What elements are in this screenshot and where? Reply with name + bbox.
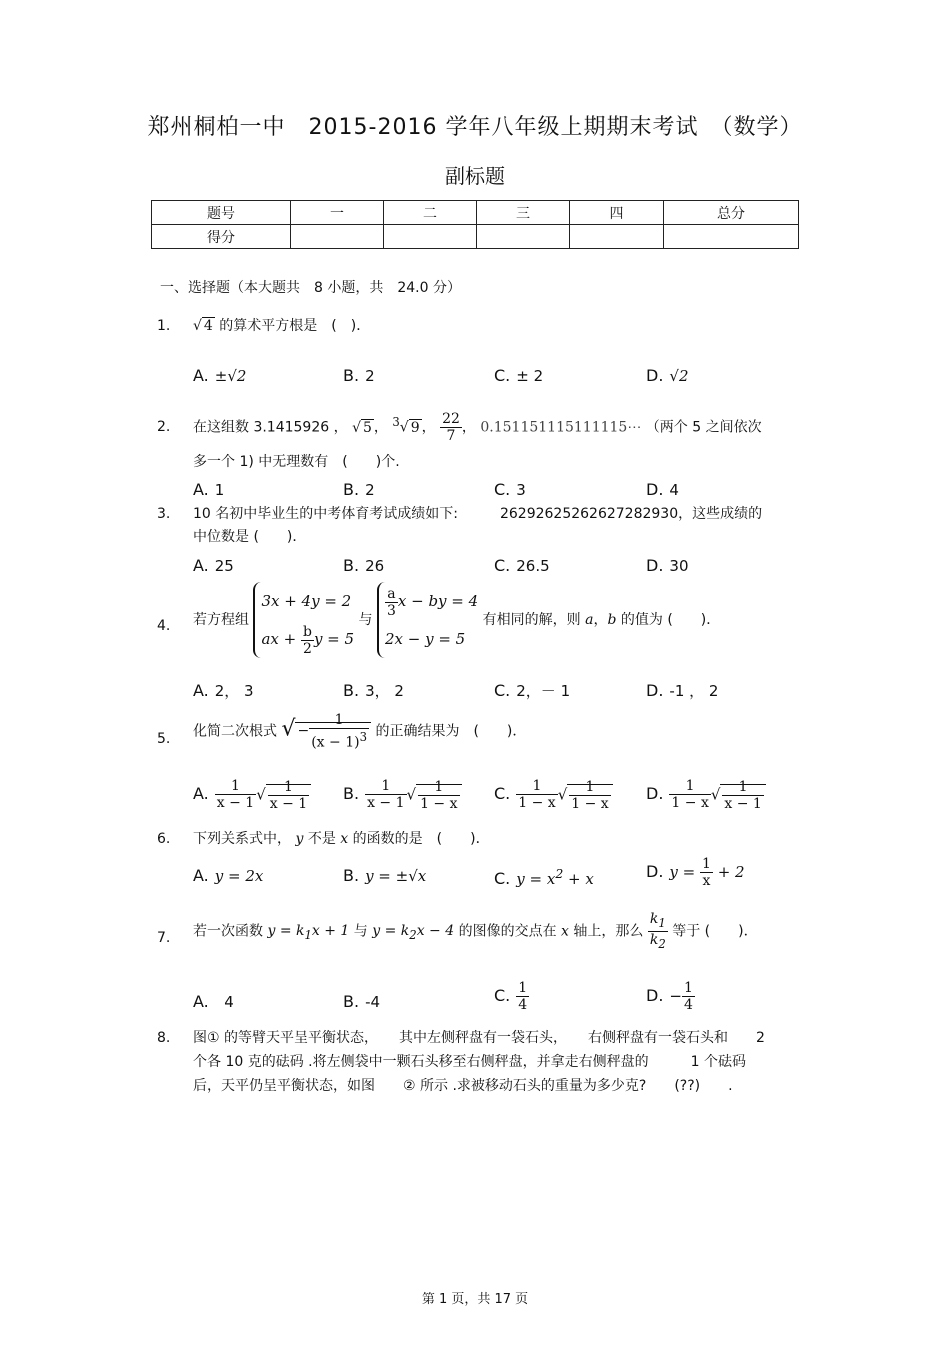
score-table: [151, 200, 799, 249]
function-2: $y = k_2x - 4$: [372, 923, 455, 943]
question-text: [193, 314, 370, 338]
option-a: [193, 480, 224, 499]
option-label: A.: [193, 866, 209, 885]
question-stem: 的函数的是 ( )．: [352, 831, 490, 847]
option-label: A.: [193, 366, 209, 385]
function-1: $y = k_1x + 1$: [267, 923, 350, 943]
option-a: [193, 992, 234, 1011]
option-label: A.: [193, 480, 209, 499]
sqrt-formula: √ − $\frac{1}{(x - 1)^3}$: [281, 712, 371, 751]
option-value: 26: [365, 557, 385, 575]
question-stem: 有相同的解，则: [482, 612, 581, 628]
option-d: D. − $\frac{1}{4}$: [646, 980, 693, 1013]
option-label: B.: [343, 681, 360, 700]
question-stem: 的图像的交点在: [458, 923, 557, 940]
table-row: [152, 201, 799, 225]
option-value: 26.5: [516, 557, 550, 575]
option-b: B. y = ±√x: [343, 866, 427, 885]
ratio-k1-k2: $\frac{k_1}{k_2}$: [649, 911, 666, 951]
option-c: C. $\frac{1}{1 - x}$ √ $\frac{1}{1 - x}$: [494, 778, 613, 812]
option-d: D. $\frac{1}{1 - x}$ √ $\frac{1}{x - 1}$: [646, 778, 766, 812]
score-input-cell: [477, 225, 570, 249]
option-label: C.: [494, 556, 511, 575]
option-value: 2: [365, 481, 375, 499]
question-text-continued: 多一个 1) 中无理数有 ( )个.: [193, 454, 400, 470]
question-number: 4.: [157, 618, 171, 634]
option-d: D. y = $\frac{1}{x}$ + 2: [646, 856, 745, 889]
cbrt-9-formula: $^3$√ 9: [392, 415, 420, 436]
question-stem: 下列关系式中，: [193, 831, 291, 847]
option-label: C.: [494, 681, 511, 700]
question-text-line: 后，天平仍呈平衡状态，如图 ② 所示 .求被移动石头的重量为多少克? (??) .: [193, 1078, 733, 1094]
option-value: ±√2: [214, 367, 247, 385]
question-number: 6.: [157, 831, 171, 847]
question-number: 1.: [157, 318, 171, 334]
decimal-number: 0.151151115111115⋯: [480, 419, 642, 436]
option-value: ± 2: [516, 367, 544, 385]
option-label: D.: [646, 986, 664, 1005]
table-cell: 四: [570, 201, 664, 225]
table-cell: 一: [291, 201, 384, 225]
option-label: C.: [494, 784, 511, 803]
score-input-cell: [291, 225, 384, 249]
variable-y: y: [295, 831, 304, 847]
option-c: [494, 556, 550, 575]
option-c: [494, 366, 543, 385]
option-label: A.: [193, 681, 209, 700]
question-stem: 与: [358, 612, 373, 628]
option-b: [343, 480, 375, 499]
option-c: C. $y = x^2 + x$: [494, 866, 594, 888]
question-number: 8.: [157, 1030, 171, 1046]
question-stem: 轴上，那么: [573, 923, 644, 940]
option-label: B.: [343, 784, 360, 803]
question-stem: 化简二次根式: [193, 723, 277, 740]
option-value: 3， 2: [365, 682, 404, 700]
page-title: 郑州桐柏一中 2015-2016 学年八年级上期期末考试 （数学）: [147, 115, 803, 140]
option-d: [646, 680, 718, 701]
page-footer: 第 1 页，共 17 页: [421, 1292, 529, 1307]
page-subtitle: 副标题: [445, 164, 505, 188]
option-value: √2: [669, 367, 689, 385]
question-text: 在这组数 3.1415926 ， √ 5 ， $^3$√ 9 ， $\frac{22}{7}$ ， 0.151151115111115⋯ （两个 5 之间依次: [193, 411, 762, 445]
question-stem: 的算术平方根是 ( )．: [219, 318, 371, 334]
question-stem: 在这组数 3.1415926 ，: [193, 419, 348, 436]
option-d: [646, 556, 689, 575]
question-text: [193, 712, 526, 751]
option-c: C. $\frac{1}{4}$: [494, 980, 528, 1013]
option-label: A.: [193, 784, 209, 803]
question-text-line: 个各 10 克的砝码 .将左侧袋中一颗石头移至右侧秤盘，并拿走右侧秤盘的 1 个砝码: [193, 1054, 746, 1070]
option-value: 4: [669, 481, 679, 499]
question-stem: 与: [353, 923, 368, 940]
table-cell: 二: [384, 201, 477, 225]
option-label: D.: [646, 366, 664, 385]
option-a: [193, 366, 246, 385]
option-b: [343, 992, 380, 1011]
question-text: 若方程组 3x + 4y = 2 ax + $\frac{b}{2}$ y = 5 与 $\frac{a}{3}$ x − by = 4 2x − y = 5 有相同的解，则 a，b 的值为 ( )．: [193, 582, 720, 658]
table-row: [152, 225, 799, 249]
option-b: B. $\frac{1}{x - 1}$ √ $\frac{1}{1 - x}$: [343, 778, 462, 812]
section-heading: 一、选择题（本大题共 8 小题，共 24.0 分）: [160, 280, 461, 296]
option-c: [494, 680, 570, 701]
equation-system-2: $\frac{a}{3}$ x − by = 4 2x − y = 5: [377, 582, 478, 658]
option-value: -1 ， 2: [669, 682, 719, 700]
option-d: [646, 480, 679, 499]
option-b: [343, 680, 404, 701]
option-label: B.: [343, 992, 360, 1011]
table-cell: 总分: [664, 201, 799, 225]
question-stem: 不是: [307, 831, 336, 847]
option-label: C.: [494, 986, 511, 1005]
option-value: 2，－ 1: [516, 682, 571, 700]
question-stem: 若方程组: [193, 612, 249, 628]
option-label: B.: [343, 480, 360, 499]
question-number: 3.: [157, 506, 171, 522]
option-d: [646, 366, 689, 385]
option-a: A. y = 2x: [193, 866, 264, 885]
question-text-line: 图① 的等臂天平呈平衡状态， 其中左侧秤盘有一袋石头， 右侧秤盘有一袋石头和 2: [193, 1030, 765, 1046]
question-number: 7.: [157, 930, 171, 946]
option-label: B.: [343, 866, 360, 885]
option-c: [494, 480, 526, 499]
question-text: 10 名初中毕业生的中考体育考试成绩如下: 26292625262627282930，这些成绩的: [193, 506, 763, 522]
question-text: [193, 827, 490, 851]
option-b: [343, 556, 384, 575]
option-value: 1: [214, 481, 225, 499]
variable-x: x: [561, 923, 569, 940]
option-value: -4: [365, 993, 381, 1011]
table-cell: 得分: [152, 225, 291, 249]
equation-system-1: 3x + 4y = 2 ax + $\frac{b}{2}$ y = 5: [253, 582, 354, 658]
fraction-22-7: $\frac{22}{7}$: [442, 411, 460, 445]
question-stem: 等于 ( )．: [672, 923, 758, 940]
sqrt-5-formula: √ 5: [352, 419, 372, 436]
option-label: A.: [193, 556, 209, 575]
option-b: [343, 366, 375, 385]
option-label: A.: [193, 992, 209, 1011]
option-value: 2: [365, 367, 375, 385]
question-number: 2.: [157, 419, 171, 435]
option-a: [193, 556, 234, 575]
option-value: 4: [224, 993, 234, 1011]
question-stem: 若一次函数: [193, 923, 263, 940]
variable-b: b: [607, 612, 617, 628]
question-stem: 的值为 ( )．: [620, 612, 721, 628]
option-label: D.: [646, 784, 664, 803]
option-label: C.: [494, 366, 511, 385]
option-value: 2， 3: [214, 682, 254, 700]
option-value: 30: [669, 557, 689, 575]
option-a: A. $\frac{1}{x - 1}$ √ $\frac{1}{x - 1}$: [193, 778, 311, 812]
question-stem: （两个 5 之间依次: [645, 419, 762, 436]
variable-x: x: [340, 831, 349, 847]
option-label: C.: [494, 869, 511, 888]
sqrt-4-formula: √ 4: [193, 318, 213, 334]
score-input-cell: [664, 225, 799, 249]
question-stem: 的正确结果为 ( )．: [375, 723, 527, 740]
table-cell: 三: [477, 201, 570, 225]
score-input-cell: [384, 225, 477, 249]
option-label: B.: [343, 366, 360, 385]
option-label: D.: [646, 480, 664, 499]
option-label: B.: [343, 556, 360, 575]
score-input-cell: [570, 225, 664, 249]
option-label: C.: [494, 480, 511, 499]
option-value: 3: [516, 481, 526, 499]
variable-a: a: [585, 612, 594, 628]
table-cell: 题号: [152, 201, 291, 225]
question-text-continued: 中位数是 ( )．: [193, 529, 307, 545]
question-text: [193, 911, 758, 952]
option-label: D.: [646, 681, 664, 700]
option-label: D.: [646, 862, 664, 881]
option-a: [193, 680, 254, 701]
option-label: D.: [646, 556, 664, 575]
option-value: 25: [214, 557, 234, 575]
question-number: 5.: [157, 731, 171, 747]
